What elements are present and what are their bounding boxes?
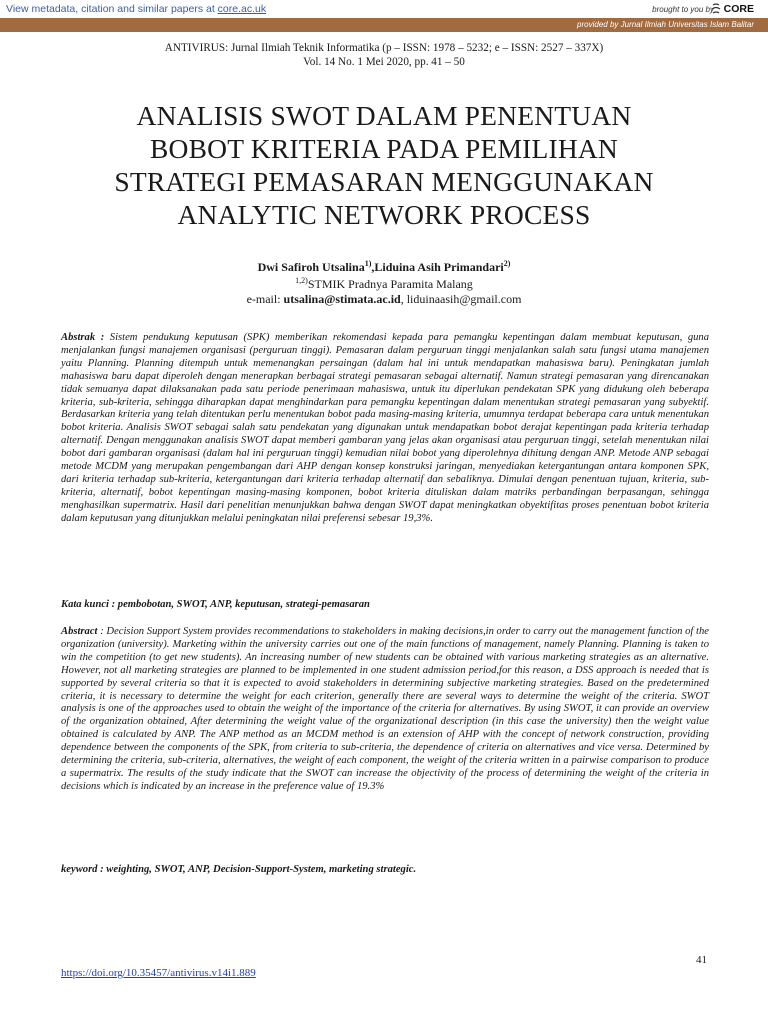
core-logo-icon	[711, 3, 721, 15]
authors	[0, 259, 768, 275]
doi-link[interactable]: https://doi.org/10.35457/antivirus.v14i1.889	[61, 967, 256, 979]
abstract-indonesian	[61, 332, 709, 526]
author-separator: ,	[371, 260, 375, 274]
provided-by-text[interactable]: provided by Jurnal Ilmiah Universitas Islam Balitar	[577, 20, 754, 29]
title-line: ANALYTIC NETWORK PROCESS	[177, 199, 591, 230]
keywords-english: keyword : weighting, SWOT, ANP, Decision-Support-System, marketing strategic.	[61, 864, 417, 875]
core-link-prefix: View metadata, citation and similar papers at	[6, 3, 215, 15]
page-number: 41	[696, 954, 707, 966]
email-line	[0, 292, 768, 307]
abstract-id-sep: :	[95, 332, 110, 343]
core-metadata-link[interactable]	[6, 3, 266, 15]
abstract-id-text: Sistem pendukung keputusan (SPK) memberikan rekomendasi kepada para pemangku kepentingan dalam membuat keputusan, guna menjalankan fungsi manajemen organisasi (perguruan tinggi). Pemasaran dalam perguruan tinggi menjalankan salah satu fungsi utama manajemen yaitu Planning. Planning ditempuh untuk memenangkan persaingan (dalam hal ini untuk mendapatkan mahasiswa baru). Peningkatan jumlah mahasiswa baru dapat diperoleh dengan menerapkan berbagai strategi pemasaran sebagai alternatif. Namun strategi pemasaran yang direncanakan tidak semuanya dapat dilaksanakan pada satu periode penerimaan mahasiswa, untuk itu diperlukan pendekatan SPK yang didukung oleh beberapa kriteria, sub-kriteria, sehingga diharapkan dapat menghindarkan para pemangku kepentingan dalam menentukan strategi pemasaran yang subyektif. Berdasarkan kriteria yang telah ditentukan perlu menentukan bobot pada masing-masing kriteria, umumnya terdapat beberapa cara untuk menentukan bobot kriteria. Analisis SWOT sebagai salah satu pendekatan yang digunakan untuk mendapatkan bobot derajat kepentingan pada kriteria terhadap alternatif. Dengan menggunakan analisis SWOT dapat memberi gambaran yang jelas akan organisasi atau perguruan tinggi, setelah menentukan nilai bobot dari gambaran organisasi (dalam hal ini perguruan tinggi) kemudian nilai bobot yang diperolehnya dihitung dengan ANP. Metode ANP sebagai metode MCDM yang merupakan pengembangan dari AHP dengan konsep konstruksi jaringan, menyediakan ketergantungan antara komponen SPK, dari kriteria terhadap sub-kriteria, ketergantungan dari kriteria terhadap alternatif dan sebaliknya. Dimulai dengan penentuan tujuan, kriteria, sub-kriteria, alternatif, bobot kepentingan masing-masing komponen, bobot kriteria dituliskan dalam matriks perbandingan berpasangan, sehingga menghasilkan supermatrix. Hasil dari penelitian menunjukkan bahwa dengan SWOT dapat meningkatkan obyektifitas proses penentuan bobot kriteria dalam keputusan yang ditunjukkan melalui peningkatan nilai preferensi sebesar 19,3%.	[61, 332, 710, 524]
author-1-sup: 1)	[364, 259, 372, 268]
email-2: , liduinaasih@gmail.com	[400, 292, 522, 306]
title-line: STRATEGI PEMASARAN MENGGUNAKAN	[114, 166, 654, 197]
abstract-en-label: Abstract	[61, 626, 98, 637]
journal-header: ANTIVIRUS: Jurnal Ilmiah Teknik Informatika (p – ISSN: 1978 – 5232; e – ISSN: 2527 – 337X)	[164, 42, 604, 54]
author-2: Liduina Asih Primandari	[374, 260, 504, 274]
core-banner	[0, 0, 768, 18]
title-line: BOBOT KRITERIA PADA PEMILIHAN	[150, 133, 618, 164]
abstract-id-label: Abstrak	[61, 332, 96, 343]
abstract-en-sep: :	[97, 626, 107, 637]
email-1: utsalina@stimata.ac.id	[283, 292, 401, 306]
affiliation-text: STMIK Pradnya Paramita Malang	[307, 277, 473, 291]
author-1: Dwi Safiroh Utsalina	[257, 260, 365, 274]
journal-volume: Vol. 14 No. 1 Mei 2020, pp. 41 – 50	[303, 56, 465, 68]
affiliation	[0, 276, 768, 292]
paper-title	[40, 99, 728, 231]
abstract-english	[61, 626, 709, 794]
email-label: e-mail:	[246, 292, 284, 306]
core-link-text[interactable]: core.ac.uk	[217, 3, 267, 15]
title-line: ANALISIS SWOT DALAM PENENTUAN	[136, 100, 632, 131]
affiliation-sup: 1,2)	[295, 276, 308, 285]
author-2-sup: 2)	[503, 259, 511, 268]
core-brand[interactable]: CORE	[723, 3, 754, 15]
core-brought-text: brought to you by	[652, 5, 714, 14]
keywords-indonesian: Kata kunci : pembobotan, SWOT, ANP, keputusan, strategi-pemasaran	[61, 599, 370, 610]
abstract-en-text: Decision Support System provides recommendations to stakeholders in making decisions,in order to carry out the management function of the organization (university). Marketing within the university carries out one of the main functions of management, namely Planning. Planning is taken to win the competition (to get new students). An increasing number of new students can be obtained with various marketing strategies as an alternative. However, not all marketing strategies are planned to be implemented in one student admission period,for this reason, a DSS approach is needed that is supported by several criteria so that it is expected to avoid stakeholders in determining subjective marketing strategies. Based on the predetermined criteria, it is necessary to determine the weight for each criterion, generally there are several ways to determine the weight of the criteria. SWOT analysis is one of the approaches used to obtain the weight of the importance of the criteria for alternatives. By using SWOT, it can provide an overview of the organization obtained, After determining the weight value of the organizational description (in this case the university) then the weight value obtained is calculated by ANP. The ANP method as an MCDM method is an extension of AHP with the concept of network construction, providing dependence between the components of the SPK, from criteria to sub-criteria, the dependence of criteria on alternatives and vice versa. Determined by determining the criteria, sub-criteria, alternatives, the weight of each component, the weight of the criteria written in a pairwise comparison to produce a supermatrix. The results of the study indicate that the SWOT can increase the objectivity of the process of determining the weight of the criteria in decisions which is indicated by an increase in the preference value of 19.3%	[61, 626, 709, 792]
